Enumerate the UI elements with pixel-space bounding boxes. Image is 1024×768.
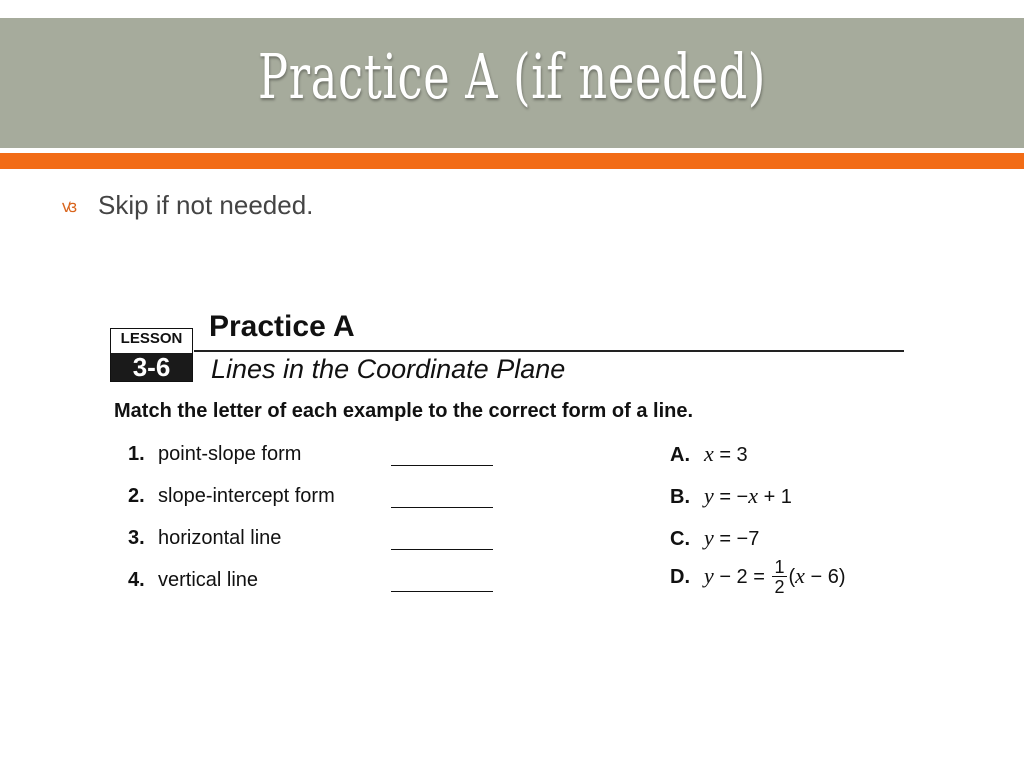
answer-blank-4 — [391, 591, 493, 592]
choice-rest: = − — [713, 486, 749, 508]
choice-letter: A. — [670, 444, 690, 466]
worksheet-heading: Practice A — [209, 310, 355, 343]
bullet-item — [62, 190, 313, 221]
item-text: point-slope form — [158, 443, 302, 465]
lesson-box — [110, 328, 193, 382]
choice-d — [670, 558, 846, 597]
choice-rest: = 3 — [713, 444, 748, 466]
answer-blank-1 — [391, 465, 493, 466]
choice-letter: D. — [670, 565, 690, 588]
choice-rest: = −7 — [713, 528, 760, 550]
item-number: 1. — [128, 443, 145, 465]
choice-rest2: − 6) — [804, 565, 846, 588]
item-text: horizontal line — [158, 527, 282, 549]
worksheet-subtitle: Lines in the Coordinate Plane — [211, 354, 566, 384]
choice-a — [670, 441, 748, 467]
choice-var: y — [704, 562, 714, 588]
top-strip — [0, 0, 1024, 18]
choice-var: x — [704, 441, 714, 466]
lesson-label: LESSON — [120, 330, 183, 347]
lesson-number: 3-6 — [111, 353, 192, 381]
choice-var: y — [704, 525, 714, 550]
choice-c — [670, 525, 759, 551]
item-number: 4. — [128, 569, 145, 591]
answer-blank-2 — [391, 507, 493, 508]
worksheet-instructions: Match the letter of each example to the correct form of a line. — [114, 400, 694, 422]
choice-letter: B. — [670, 486, 690, 508]
heading-rule — [194, 350, 904, 352]
fraction-numerator: 1 — [774, 557, 785, 577]
scroll-bullet-icon: ꟃ — [62, 197, 78, 217]
item-number: 2. — [128, 485, 145, 507]
choice-b — [670, 483, 792, 509]
choice-var: y — [704, 483, 714, 508]
item-1 — [128, 443, 301, 466]
answer-blank-3 — [391, 549, 493, 550]
choice-rest2: + 1 — [758, 486, 792, 508]
slide-title: Practice A (if needed) — [257, 40, 767, 113]
fraction — [772, 558, 786, 597]
choice-var2: x — [748, 483, 759, 508]
fraction-denominator: 2 — [774, 577, 785, 597]
item-3 — [128, 527, 281, 550]
choice-var2: x — [795, 562, 805, 588]
item-text: vertical line — [158, 569, 259, 591]
item-4 — [128, 569, 258, 592]
choice-letter: C. — [670, 528, 690, 550]
item-2 — [128, 485, 335, 508]
item-text: slope-intercept form — [158, 485, 335, 507]
choice-rest: − 2 = — [713, 565, 771, 588]
worksheet-image — [108, 300, 908, 620]
paren-open: ( — [788, 565, 796, 588]
accent-band — [0, 153, 1024, 169]
bullet-text: Skip if not needed. — [98, 190, 314, 220]
item-number: 3. — [128, 527, 145, 549]
